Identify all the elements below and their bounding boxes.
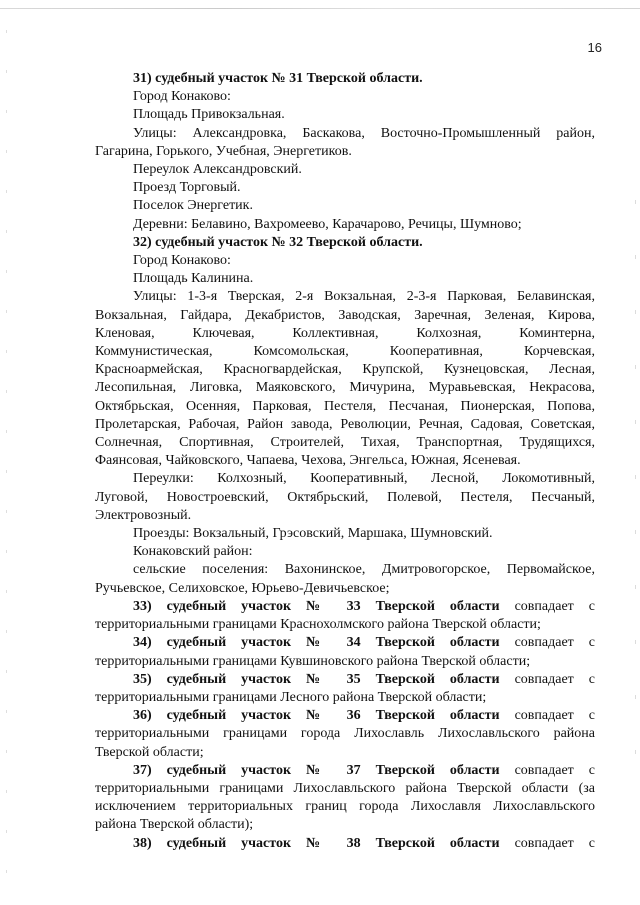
- document-line: Площадь Калинина.: [133, 271, 254, 287]
- section-heading: 35) судебный участок № 35 Тверской области: [133, 671, 500, 687]
- section-heading: 36) судебный участок № 36 Тверской области: [133, 708, 500, 724]
- document-body: [95, 70, 595, 853]
- document-line: 31) судебный участок № 31 Тверской области.: [133, 71, 423, 86]
- document-line: территориальными границами Кувшиновского района Тверской области;: [95, 653, 531, 669]
- document-line: Луговой, Новостроевский, Октябрьский, Полевой, Пестеля, Песчаный,: [95, 489, 595, 505]
- document-line: сельские поселения: Вахонинское, Дмитровогорское, Первомайское,: [133, 562, 595, 578]
- document-line: Проезд Торговый.: [133, 180, 241, 196]
- document-line: Гагарина, Горького, Учебная, Энергетиков.: [95, 143, 352, 159]
- scan-edge-right: [635, 200, 636, 800]
- document-line: территориальными границами Лихославльского района Тверской области (за: [95, 780, 595, 796]
- document-line: Кленовая, Ключевая, Коллективная, Колхозная, Коминтерна,: [95, 325, 595, 341]
- document-line: [95, 762, 595, 780]
- document-line: Улицы: 1-3-я Тверская, 2-я Вокзальная, 2-3-я Парковая, Белавинская,: [133, 289, 595, 305]
- document-line: Деревни: Белавино, Вахромеево, Карачарово, Речицы, Шумново;: [133, 216, 522, 232]
- line-text: совпадает с: [514, 708, 595, 724]
- document-line: Октябрьская, Осенняя, Парковая, Пестеля, Песчаная, Пионерская, Попова,: [95, 398, 595, 414]
- scan-edge-left: [6, 30, 7, 890]
- document-line: Солнечная, Спортивная, Строителей, Тихая, Транспортная, Трудящихся,: [95, 435, 595, 451]
- document-line: Коммунистическая, Комсомольская, Кооперативная, Корчевская,: [95, 344, 595, 360]
- line-text: совпадает с: [514, 762, 595, 778]
- document-line: [95, 598, 595, 616]
- document-line: Переулки: Колхозный, Кооперативный, Лесной, Локомотивный,: [133, 471, 595, 487]
- document-line: Поселок Энергетик.: [133, 198, 253, 214]
- document-line: Вокзальная, Гайдара, Декабристов, Заводская, Заречная, Зеленая, Кирова,: [95, 307, 595, 323]
- document-line: Улицы: Александровка, Баскакова, Восточно-Промышленный район,: [133, 125, 595, 141]
- document-line: Фаянсовая, Чайковского, Чапаева, Чехова, Энгельса, Южная, Ясеневая.: [95, 453, 521, 469]
- document-line: Город Конаково:: [133, 253, 231, 269]
- document-line: территориальными границами Лесного района Тверской области;: [95, 689, 487, 705]
- line-text: совпадает с: [514, 835, 595, 851]
- document-line: исключением территориальных границ города Лихославля Лихославльского: [95, 799, 595, 815]
- document-line: Город Конаково:: [133, 89, 231, 105]
- document-line: Конаковский район:: [133, 544, 253, 560]
- section-heading: 37) судебный участок № 37 Тверской области: [133, 762, 500, 778]
- document-line: Пролетарская, Рабочая, Район завода, Революции, Речная, Садовая, Советская,: [95, 416, 595, 432]
- section-heading: 38) судебный участок № 38 Тверской области: [133, 835, 500, 851]
- document-line: [95, 835, 595, 853]
- document-line: района Тверской области);: [95, 817, 254, 833]
- scan-edge-top: [0, 8, 640, 9]
- page-number: 16: [587, 40, 602, 55]
- document-line: [95, 707, 595, 725]
- line-text: совпадает с: [514, 598, 595, 614]
- document-line: Электровозный.: [95, 507, 192, 523]
- section-heading: 34) судебный участок № 34 Тверской области: [133, 635, 500, 651]
- document-line: [95, 634, 595, 652]
- document-line: Красноармейская, Красногвардейская, Крупской, Кузнецовская, Лесная,: [95, 362, 595, 378]
- document-line: Лесопильная, Лиговка, Маяковского, Мичурина, Муравьевская, Некрасова,: [95, 380, 595, 396]
- document-line: Переулок Александровский.: [133, 162, 302, 178]
- section-heading: 33) судебный участок № 33 Тверской области: [133, 598, 500, 614]
- document-line: Проезды: Вокзальный, Грэсовский, Маршака, Шумновский.: [133, 526, 493, 542]
- line-text: совпадает с: [514, 671, 595, 687]
- document-line: 32) судебный участок № 32 Тверской области.: [133, 234, 423, 250]
- document-line: Ручьевское, Селиховское, Юрьево-Девичьевское;: [95, 580, 390, 596]
- document-line: территориальными границами города Лихославль Лихославльского района: [95, 726, 595, 742]
- document-line: Площадь Привокзальная.: [133, 107, 285, 123]
- line-text: совпадает с: [514, 635, 595, 651]
- document-line: Тверской области;: [95, 744, 204, 760]
- document-line: территориальными границами Краснохолмского района Тверской области;: [95, 617, 541, 633]
- document-line: [95, 671, 595, 689]
